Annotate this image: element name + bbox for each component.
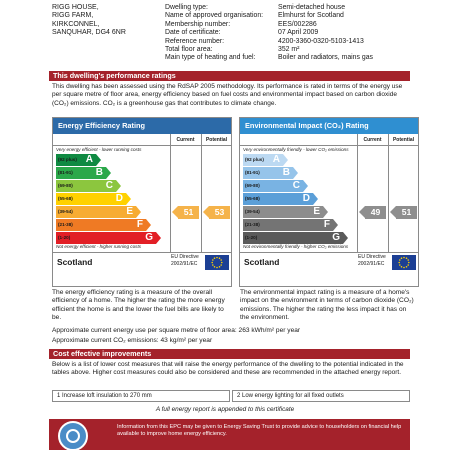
band-range: (55-68) <box>58 196 73 201</box>
band-range: (92 plus) <box>245 157 264 162</box>
band-arrow <box>156 232 161 244</box>
bottom-caption: Not environmentally friendly - higher CO₂ emissions <box>243 244 349 249</box>
rating-band-a <box>243 154 283 166</box>
band-range: (21-38) <box>58 222 73 227</box>
current-rating-value: 51 <box>178 206 199 219</box>
rating-band-b <box>243 167 293 179</box>
fact-dwelling-type: Dwelling type: Semi-detached house <box>165 4 346 11</box>
band-letter: B <box>282 167 290 178</box>
band-range: (69-80) <box>245 183 260 188</box>
band-arrow <box>146 219 151 231</box>
band-letter: C <box>105 180 113 191</box>
rating-band-e <box>243 206 323 218</box>
rating-band-g <box>56 232 156 244</box>
band-range: (92 plus) <box>58 157 77 162</box>
approx-energy-use: Approximate current energy use per square metre of floor area: 263 kWh/m² per year <box>52 327 301 334</box>
row-divider <box>53 252 231 253</box>
band-arrow <box>96 154 101 166</box>
eu-directive: EU Directive 2002/91/EC <box>171 254 199 267</box>
band-range: (39-54) <box>245 209 260 214</box>
row-divider <box>240 252 418 253</box>
rating-band-f <box>56 219 146 231</box>
band-letter: F <box>323 219 330 230</box>
band-arrow <box>293 167 298 179</box>
rating-band-d <box>243 193 313 205</box>
band-letter: G <box>332 232 340 243</box>
column-divider <box>170 134 171 252</box>
rating-band-f <box>243 219 333 231</box>
column-divider <box>201 134 202 252</box>
potential-column-header: Potential <box>392 137 415 143</box>
bottom-caption: Not energy efficient - higher running costs <box>56 244 142 249</box>
band-range: (69-80) <box>58 183 73 188</box>
band-range: (39-54) <box>58 209 73 214</box>
dwelling-facts <box>165 4 373 63</box>
band-arrow <box>313 193 318 205</box>
approx-co2-emissions: Approximate current CO₂ emissions: 43 kg/m² per year <box>52 337 213 344</box>
rating-band-e <box>56 206 136 218</box>
band-arrow <box>323 206 328 218</box>
potential-rating-value: 53 <box>209 206 230 219</box>
fact-date: Date of certificate: 07 April 2009 <box>165 29 319 37</box>
improvement-item: 1 Increase loft insulation to 270 mm <box>52 390 230 402</box>
band-arrow <box>126 193 131 205</box>
potential-column-header: Potential <box>205 137 228 143</box>
band-range: (1-20) <box>58 235 71 240</box>
band-arrow <box>343 232 348 244</box>
band-letter: E <box>313 206 320 217</box>
band-letter: G <box>145 232 153 243</box>
property-address <box>52 4 126 38</box>
performance-text: This dwelling has been assessed using the RdSAP 2005 methodology. Its performance is rated in terms of the energy use per square metre of floor area, energy efficiency based on fuel costs and environmental impact based on carbon dioxide (CO₂) emissions. CO₂ is a greenhouse gas that contributes to climate change. <box>52 83 403 107</box>
energy-saving-trust-logo-icon <box>58 421 88 450</box>
band-range: (1-20) <box>245 235 258 240</box>
environmental-impact-rating-box <box>239 117 419 287</box>
performance-heading: This dwelling's performance ratings <box>49 71 410 81</box>
environment-rating-description: The environmental impact rating is a measure of a home's impact on the environment in terms of carbon dioxide (CO₂) emissions. The higher the rating the less impact it has on the environment. <box>240 289 414 321</box>
info-text: Information from this EPC may be given to Energy Saving Trust to provide advice to householders on financial help available to improve home energy efficiency. <box>117 424 402 438</box>
appendix-note: A full energy report is appended to this certificate <box>155 406 295 413</box>
fact-organisation: Name of approved organisation: Elmhurst for Scotland <box>165 12 344 20</box>
fact-floor-area: Total floor area: 352 m² <box>165 46 300 54</box>
potential-rating-value: 51 <box>396 206 417 219</box>
fact-heating: Main type of heating and fuel: Boiler and radiators, mains gas <box>165 54 373 62</box>
band-arrow <box>136 206 141 218</box>
band-letter: E <box>126 206 133 217</box>
rating-band-a <box>56 154 96 166</box>
rating-band-c <box>56 180 116 192</box>
country-label: Scotland <box>57 257 93 267</box>
fact-reference: Reference number: 4200-3360-0320-5103-1413 <box>165 37 364 45</box>
band-letter: F <box>136 219 143 230</box>
band-range: (81-91) <box>58 170 73 175</box>
rating-band-c <box>243 180 303 192</box>
row-divider <box>53 145 231 146</box>
band-letter: C <box>292 180 300 191</box>
environment-rating-title: Environmental Impact (CO₂) Rating <box>240 118 418 134</box>
logo-ring <box>66 429 80 443</box>
eu-flag-icon <box>392 255 416 270</box>
band-arrow <box>116 180 121 192</box>
address-line: SANQUHAR, DG4 6NR <box>52 29 126 37</box>
rating-band-b <box>56 167 106 179</box>
column-divider <box>357 134 358 252</box>
band-letter: D <box>115 193 123 204</box>
band-arrow <box>333 219 338 231</box>
column-divider <box>388 134 389 252</box>
band-letter: A <box>272 154 280 165</box>
fact-membership: Membership number: EES/002286 <box>165 20 317 28</box>
band-arrow <box>106 167 111 179</box>
address-line: RIGG FARM, <box>52 12 94 20</box>
row-divider <box>240 145 418 146</box>
current-column-header: Current <box>363 137 382 143</box>
band-letter: A <box>85 154 93 165</box>
top-caption: Very environmentally friendly - lower CO₂ emissions <box>243 147 349 152</box>
rating-band-d <box>56 193 126 205</box>
cost-measures-heading: Cost effective improvements <box>49 349 410 359</box>
current-rating-value: 49 <box>365 206 386 219</box>
band-range: (21-38) <box>245 222 260 227</box>
top-caption: Very energy efficient - lower running costs <box>56 147 142 152</box>
cost-measures-text: Below is a list of lower cost measures that will raise the energy performance of the dwelling to the potential indicated in the tables above. Higher cost measures could also be considered and these are recommended in the attached energy report. <box>52 361 404 377</box>
band-range: (55-68) <box>245 196 260 201</box>
band-arrow <box>283 154 288 166</box>
address-line: KIRKCONNEL, <box>52 20 100 28</box>
info-banner <box>49 419 410 450</box>
eu-flag-icon <box>205 255 229 270</box>
energy-rating-description: The energy efficiency rating is a measure of the overall efficiency of a home. The higher the rating the more energy efficient the home is and the lower the fuel bills are likely to be. <box>52 289 225 321</box>
band-range: (81-91) <box>245 170 260 175</box>
band-letter: B <box>95 167 103 178</box>
energy-efficiency-rating-box <box>52 117 232 287</box>
improvement-item: 2 Low energy lighting for all fixed outlets <box>232 390 410 402</box>
band-arrow <box>303 180 308 192</box>
eu-directive: EU Directive 2002/91/EC <box>358 254 386 267</box>
band-letter: D <box>302 193 310 204</box>
energy-rating-title: Energy Efficiency Rating <box>53 118 231 134</box>
rating-band-g <box>243 232 343 244</box>
address-line: RIGG HOUSE, <box>52 4 99 11</box>
country-label: Scotland <box>244 257 280 267</box>
current-column-header: Current <box>176 137 195 143</box>
